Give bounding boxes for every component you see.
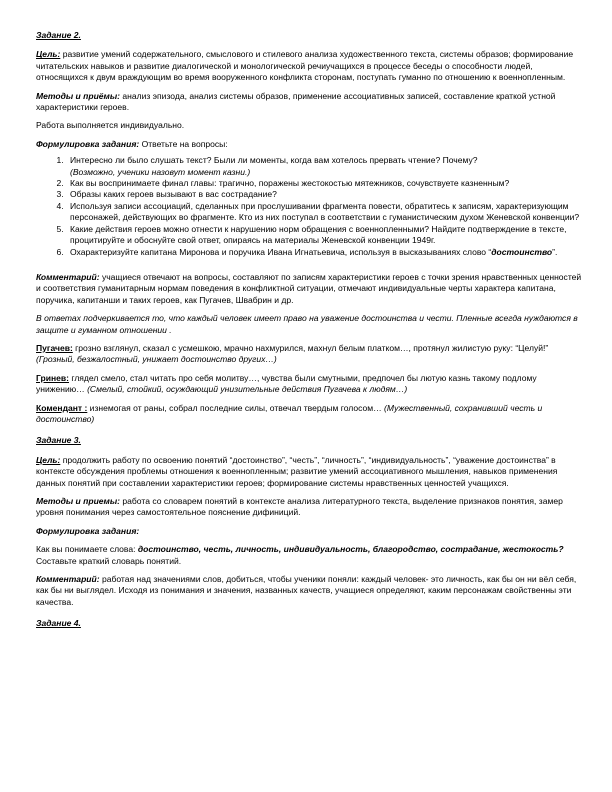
comment-label: Комментарий: [36,574,100,585]
question-text: Какие действия героев можно отнести к нарушению норм обращения с военнопленными? Найдите подтверждение в тексте, процитируйте и обоснуйте свой ответ, опираясь на материалы Женевской конвенции 1949г. [70,223,567,246]
grinev-text: глядел смело, стал читать про себя молитву…, чувства были смутными, предпочел бы лютую казнь такому подлому унижению… [36,372,537,395]
task3-formulation: Формулировка задания: [36,525,140,536]
question-text: Интересно ли было слушать текст? Были ли моменты, когда вам хотелось прервать чтение? Почему? [70,155,478,166]
pugachev-text: грозно взглянул, сказал с усмешкою, мрачно нахмурился, махнул белым платком…, протянул жилистую руку: “Целуй!” [72,342,549,353]
formulation-text: Ответьте на вопросы: [139,138,228,149]
question-text: Как вы воспринимаете финал главы: трагично, поражены жестокостью мятежников, сочувствуете казненным? [70,178,510,189]
question-text: Используя записи ассоциаций, сделанных при прослушивании фрагмента повести, обратитесь к записям, характеризующим персонажей, действующих во фрагменте. Кто из них поступал в соответствии с гуманистическим духом Женевской конвенции? [70,200,580,223]
goal-text: развитие умений содержательного, смыслового и стилевого анализа художественного текста, системы образов; формирование читательских навыков и развитие диалогической и монологической речиучащихся в процессе беседы о способности людей, относящихся к двум враждующим во время вооруженного конфликта сторонам, поступать гуманно по отношению к военнопленным. [36,49,574,83]
question-item [66,201,582,224]
methods-text: анализ эпизода, анализ системы образов, применение ассоциативных записей, составление краткой устной характеристики героев. [36,90,556,113]
pugachev-note: (Грозный, безжалостный, унижает достоинство других…) [36,354,277,365]
task4-heading: Задание 4. [36,618,81,629]
document-page [36,30,582,638]
grinev-paragraph [36,373,582,396]
task2-work-note: Работа выполняется индивидуально. [36,120,185,131]
task2-heading: Задание 2. [36,30,81,40]
pugachev-label: Пугачев: [36,342,73,353]
question-item [66,178,582,189]
question-words: достоинство, честь, личность, индивидуальность, благородство, сострадание, жестокость? [137,544,564,555]
question-item [66,189,582,200]
task2-formulation [36,139,582,150]
methods-label: Методы и приемы: [36,496,121,506]
task2-emphasis: В ответах подчеркивается то, что каждый человек имеет право на уважение достоинства и чести. Пленные всегда нуждаются в защите и гуманном отношении . [36,313,578,335]
task3-goal [36,455,582,489]
commandant-text: изнемогая от раны, собрал последние силы, отвечал твердым голосом… [87,402,385,413]
question-prefix: Как вы понимаете слова: [36,544,138,555]
goal-label: Цель: [36,49,61,60]
question-note: (Возможно, ученики назовут момент казни.) [70,166,251,177]
task2-comment [36,272,582,306]
question-list [36,155,582,258]
commandant-paragraph [36,403,582,426]
methods-label: Методы и приёмы: [36,90,121,101]
task2-methods [36,91,582,114]
grinev-label: Гринев: [36,372,70,383]
task2-goal [36,49,582,83]
question-text: Охарактеризуйте капитана Миронова и поручика Ивана Игнатьевича, используя в высказываниях слово “ [70,246,492,257]
question-item [66,224,582,247]
commandant-label: Комендант : [36,402,88,413]
grinev-note: (Смелый, стойкий, осуждающий унизительные действия Пугачева к людям…) [87,384,408,395]
goal-text: продолжить работу по освоению понятий “достоинство”, “честь”, “личность”, “индивидуальность”, “уважение достоинства” в контексте обсуждения проблемы отношения к военнопленным; развитие умений ассоциативного мышления, навыков применения данных понятий при составлении характеристики героев; формирование системы нравственных ценностей учащихся. [36,454,558,488]
task3-question [36,544,582,567]
commandant-note: (Мужественный, сохранивший честь и достоинство) [36,402,543,424]
comment-text: учащиеся отвечают на вопросы, составляют по записям характеристики героев с точки зрения нравственных ценностей и соответствия гуманитарным нормам поведения в конфликтной ситуации, отмечают индивидуальные черты характера капитана, поручика, капитанши и таких героев, как Пугачев, Швабрин и др. [36,271,582,305]
question-tail: ”. [552,246,558,257]
question-keyword: достоинство [491,246,553,257]
task3-heading: Задание 3. [36,435,81,446]
question-text: Образы каких героев вызывают в вас сострадание? [70,189,277,200]
task3-comment [36,574,582,608]
question-suffix: Составьте краткий словарь понятий. [36,555,182,566]
methods-text: работа со словарем понятий в контексте анализа литературного текста, выделение признаков понятия, замер уровня понимания через самостоятельное пояснение дифиниций. [36,496,563,518]
task3-methods [36,496,582,519]
question-item [66,247,582,258]
question-item [66,155,582,178]
comment-label: Комментарий: [36,271,100,282]
pugachev-paragraph [36,343,582,366]
comment-text: работая над значениями слов, добиться, чтобы ученики поняли: каждый человек- это личность, как бы он ни вёл себя, как бы ни выглядел. Исходя из понимания и значения, названных качеств, учащиеся определяют, каким персонажам свойственны эти качества. [36,574,577,607]
formulation-label: Формулировка задания: [36,138,140,149]
goal-label: Цель: [36,454,61,465]
